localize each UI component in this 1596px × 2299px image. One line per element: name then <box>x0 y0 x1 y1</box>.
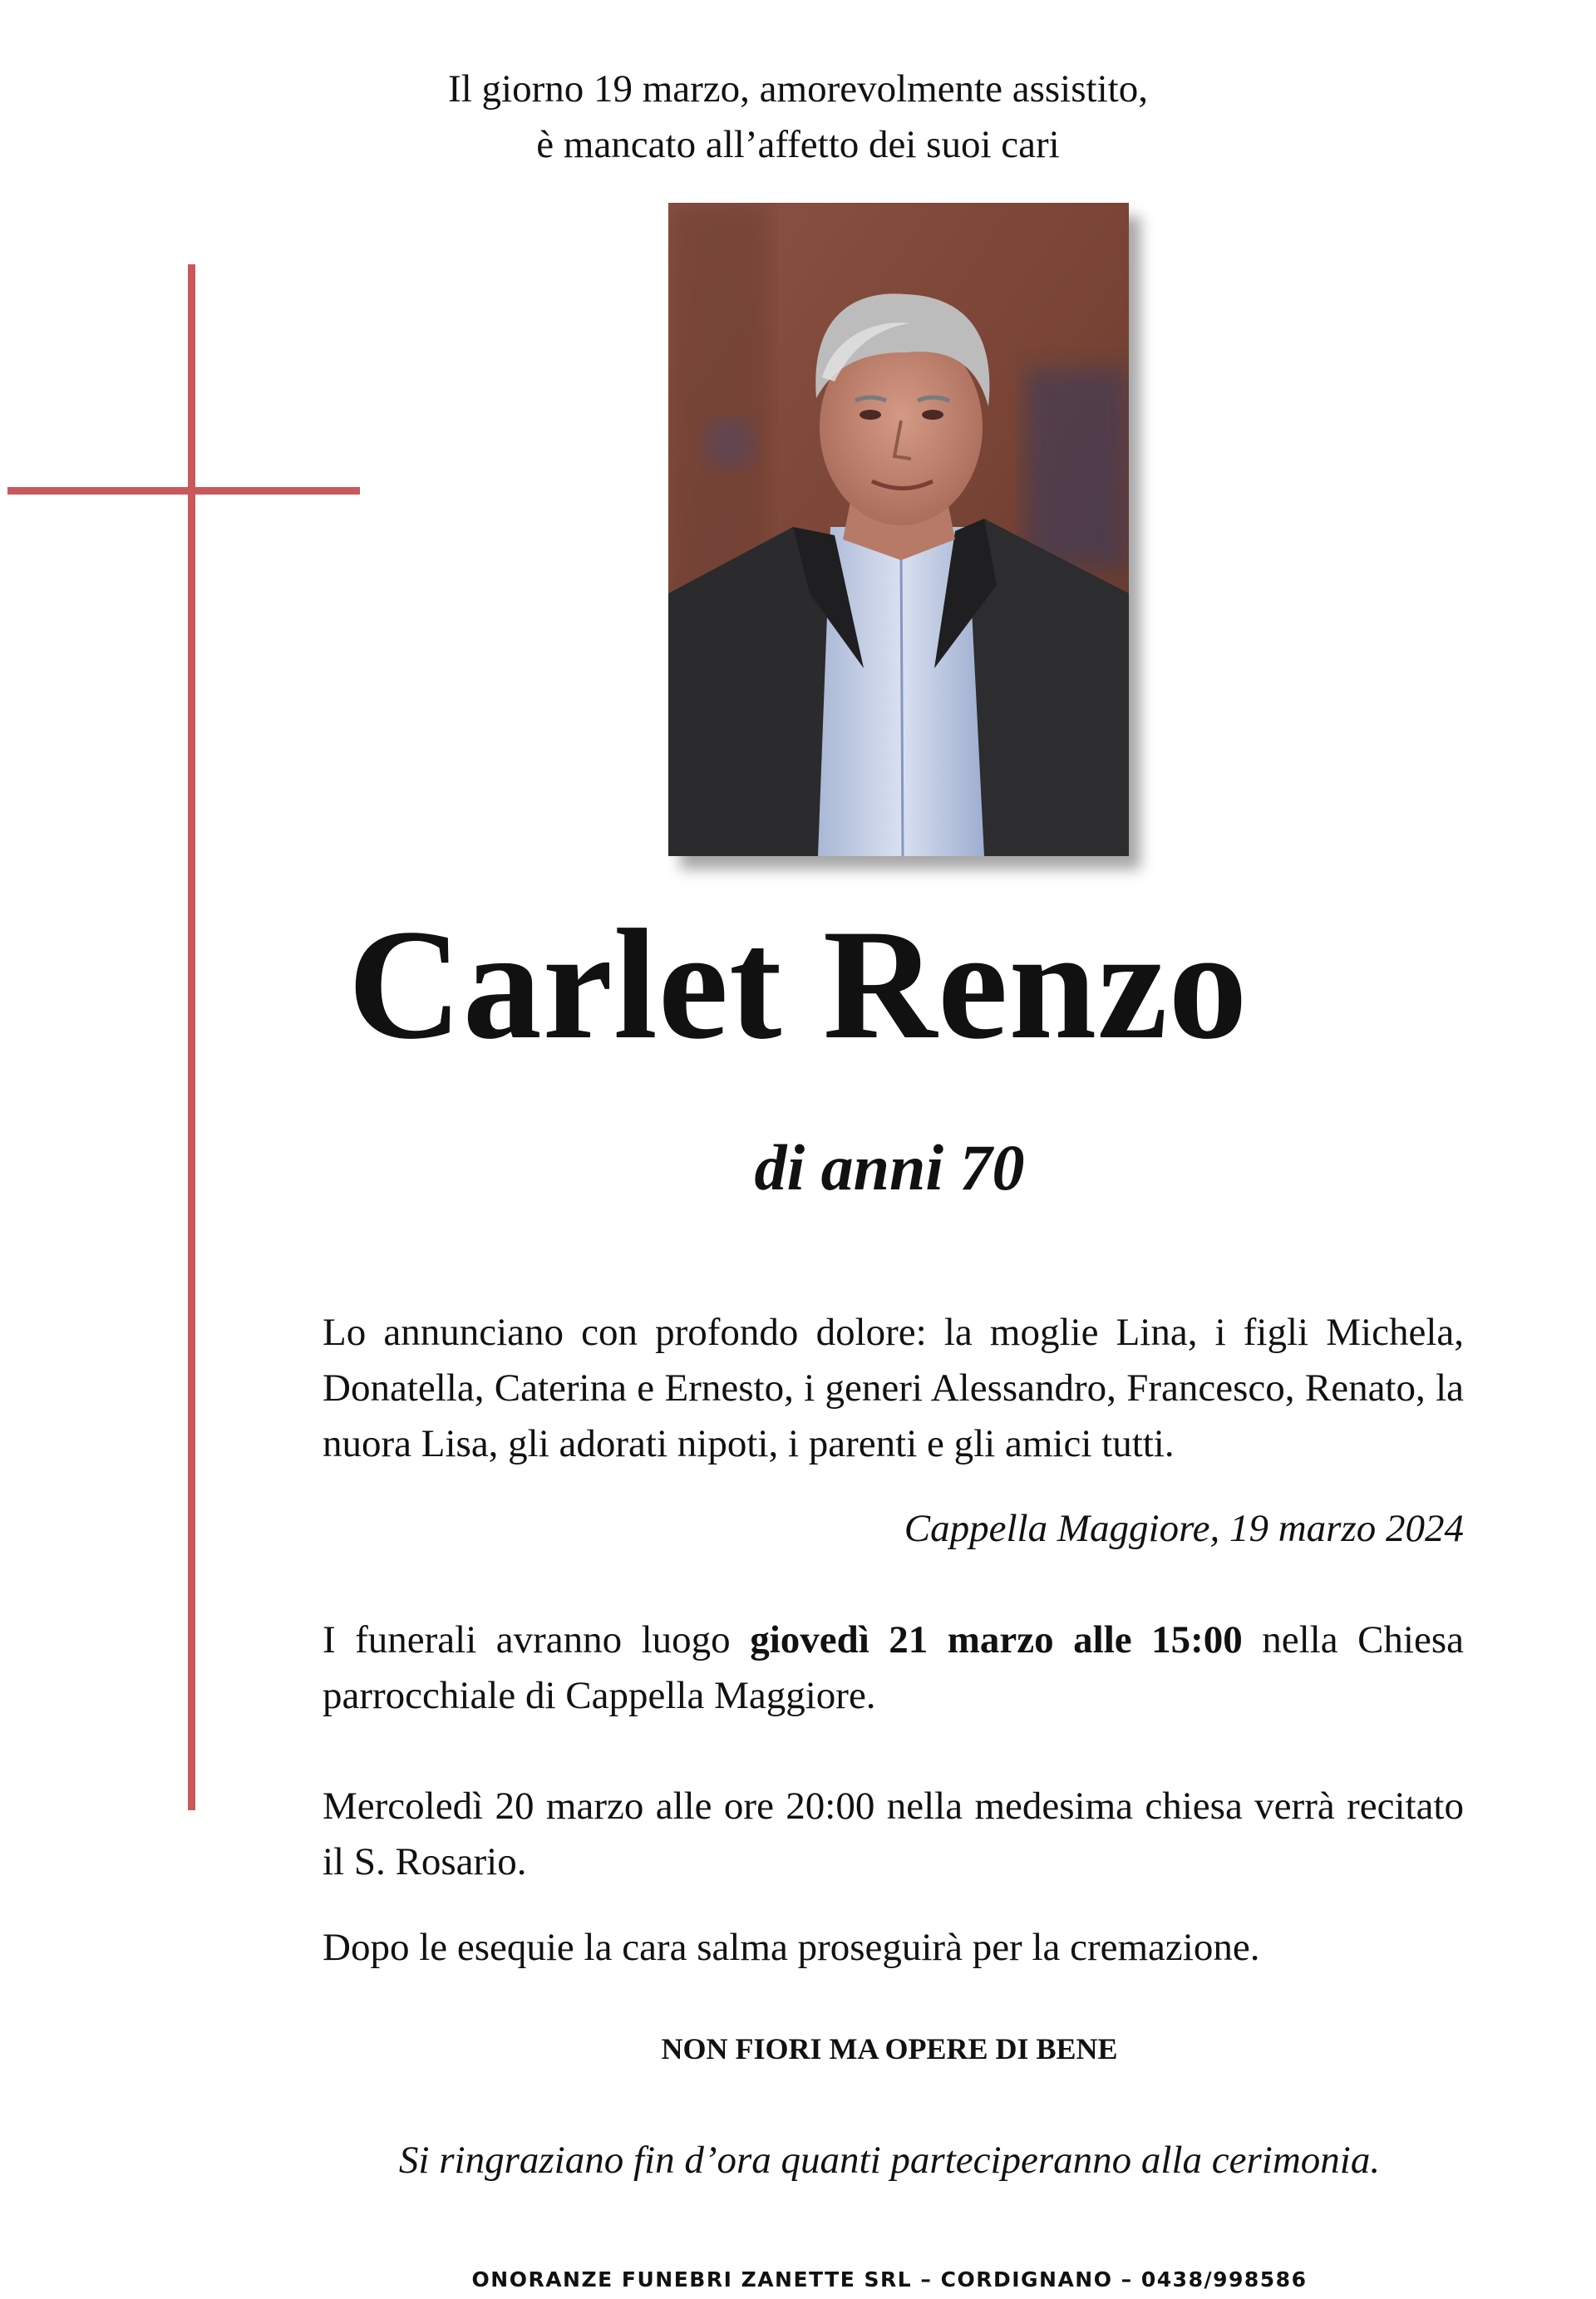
intro-line-1: Il giorno 19 marzo, amorevolmente assistito, <box>448 67 1148 111</box>
funeral-info <box>323 1612 1464 1724</box>
cross-horizontal-bar <box>7 487 360 495</box>
deceased-name: Carlet Renzo <box>347 898 1249 1072</box>
footer-funeral-home: ONORANZE FUNEBRI ZANETTE SRL – CORDIGNANO – 0438/998586 <box>471 2267 1308 2292</box>
rosary-info: Mercoledì 20 marzo alle ore 20:00 nella medesima chiesa verrà recitato il S. Rosario. <box>323 1785 1464 1883</box>
intro-text <box>0 62 1596 173</box>
intro-line-2: è mancato all’affetto dei suoi cari <box>536 123 1060 166</box>
deceased-age: di anni 70 <box>754 1131 1025 1204</box>
funeral-info-before: I funerali avranno luogo <box>323 1618 751 1661</box>
portrait-photo <box>668 203 1129 856</box>
thanks-text: Si ringraziano fin d’ora quanti parteciperanno alla cerimonia. <box>398 2139 1381 2182</box>
place-date: Cappella Maggiore, 19 marzo 2024 <box>904 1507 1464 1550</box>
funeral-info-after: nella Chiesa parrocchiale di Cappella Maggiore. <box>323 1618 1464 1717</box>
announcement-text: Lo annunciano con profondo dolore: la moglie Lina, i figli Michela, Donatella, Caterina e Ernesto, i generi Alessandro, Francesco, Renato, la nuora Lisa, gli adorati nipoti, i parenti e gli amici tutti. <box>323 1311 1464 1465</box>
flowers-note: NON FIORI MA OPERE DI BENE <box>661 2032 1118 2065</box>
cremation-info: Dopo le esequie la cara salma proseguirà per la cremazione. <box>323 1926 1260 1969</box>
funeral-date-time: giovedì 21 marzo alle 15:00 <box>750 1618 1243 1661</box>
